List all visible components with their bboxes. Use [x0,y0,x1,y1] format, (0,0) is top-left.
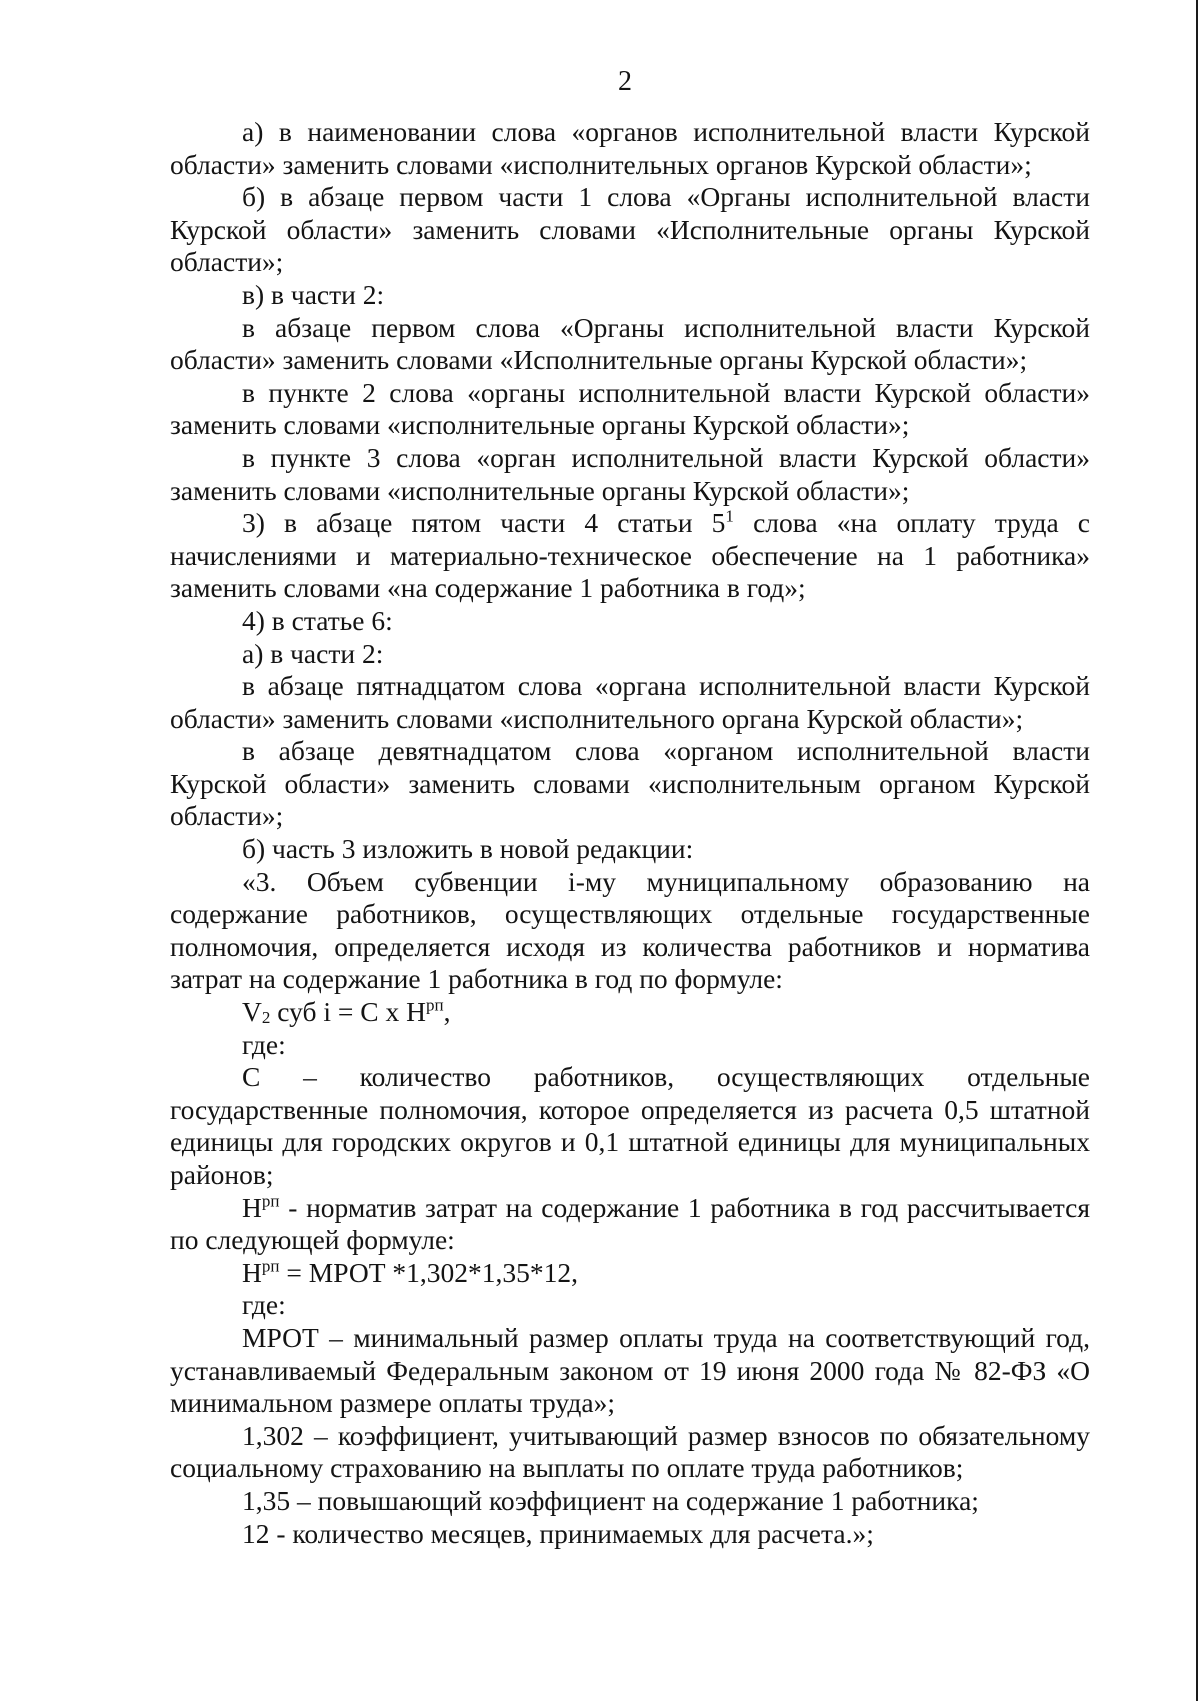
paragraph-item-3-end: слова «на оплату труда с начислениями и материально-техническое обеспечение на 1 работника» заменить словами «на содержание 1 работника в год»; [170,507,1090,604]
formula-subvention [170,996,1090,1029]
formula-norm-superscript: рп [261,1256,280,1276]
definition-1302-text: коэффициент, учитывающий размер взносов по обязательному социальному страхованию на выплаты по оплате труда работников; [170,1419,1091,1484]
paragraph-first-abzac: в абзаце первом слова «Органы исполнительной власти Курской области» заменить словами «Исполнительные органы Курской области»; [170,311,1090,376]
definition-mrot: МРОТ – минимальный размер оплаты труда на соответствующий год, устанавливаемый Федеральным законом от 19 июня 2000 года № 82-ФЗ «О минимальном размере оплаты труда»; [170,1321,1090,1419]
paragraph-item-4b: б) часть 3 изложить в новой редакции: [242,833,694,865]
page-number: 2 [618,66,632,97]
definition-h-text: норматив затрат на содержание 1 работника в год рассчитывается по следующей формуле: [170,1191,1091,1256]
paragraph-punkt-3: в пункте 3 слова «орган исполнительной власти Курской области» заменить словами «исполнительные органы Курской области»; [170,441,1090,506]
definition-h-term: Н [242,1191,262,1223]
paragraph-item-b: б) в абзаце первом части 1 слова «Органы исполнительной власти Курской области» заменить словами «Исполнительные органы Курской области»; [170,181,1090,278]
definition-1302-term: 1,302 [242,1419,304,1451]
definition-1302 [170,1420,1090,1485]
scan-edge-line [1196,0,1198,1701]
where-label-2: где: [242,1289,286,1321]
paragraph-item-3-start: 3) в абзаце пятом части 4 статьи 5 [242,507,726,539]
formula-body: суб i = С х Н [270,996,426,1028]
where-label-1: где: [242,1028,286,1060]
formula-v-subscript: 2 [261,1008,271,1028]
paragraph-item-3 [170,507,1090,605]
definition-1302-dash: – [313,1419,328,1451]
paragraph-item-4: 4) в статье 6: [242,604,393,636]
definition-c-term: С [242,1061,261,1093]
paragraph-item-v: в) в части 2: [242,278,385,310]
definition-h-dash: - [288,1191,298,1223]
document-body [170,116,1090,1550]
formula-norm-body: = МРОТ *1,302*1,35*12, [279,1256,579,1288]
definition-c-dash: – [303,1061,317,1093]
definition-12: 12 - количество месяцев, принимаемых для расчета.»; [242,1517,874,1549]
paragraph-punkt-2: в пункте 2 слова «органы исполнительной власти Курской области» заменить словами «исполнительные органы Курской области»; [170,376,1090,441]
formula-v: V [242,996,262,1028]
formula-norm [170,1257,1090,1290]
definition-h-superscript: рп [261,1191,280,1211]
formula-superscript: рп [425,995,444,1015]
article-superscript: 1 [725,506,734,526]
paragraph-part-3: «3. Объем субвенции i-му муниципальному образованию на содержание работников, осуществляющих отдельные государственные полномочия, определяется исходя из количества работников и норматива затрат на содержание 1 работника в год по формуле: [170,865,1090,995]
paragraph-abzac-19: в абзаце девятнадцатом слова «органом исполнительной власти Курской области» заменить словами «исполнительным органом Курской области»; [170,735,1090,832]
paragraph-item-a: а) в наименовании слова «органов исполнительной власти Курской области» заменить словами «исполнительных органов Курской области»; [170,116,1090,180]
paragraph-abzac-15: в абзаце пятнадцатом слова «органа исполнительной власти Курской области» заменить словами «исполнительного органа Курской области»; [170,670,1090,734]
definition-h [170,1192,1090,1257]
paragraph-item-4a: а) в части 2: [242,637,384,669]
definition-135: 1,35 – повышающий коэффициент на содержание 1 работника; [242,1484,979,1516]
definition-c-text: количество работников, осуществляющих отдельные государственные полномочия, которое определяется из расчета 0,5 штатной единицы для городских округов и 0,1 штатной единицы для муниципальных районов; [170,1061,1091,1190]
formula-norm-h: Н [242,1256,262,1288]
formula-end: , [443,996,451,1028]
definition-c [170,1061,1090,1191]
